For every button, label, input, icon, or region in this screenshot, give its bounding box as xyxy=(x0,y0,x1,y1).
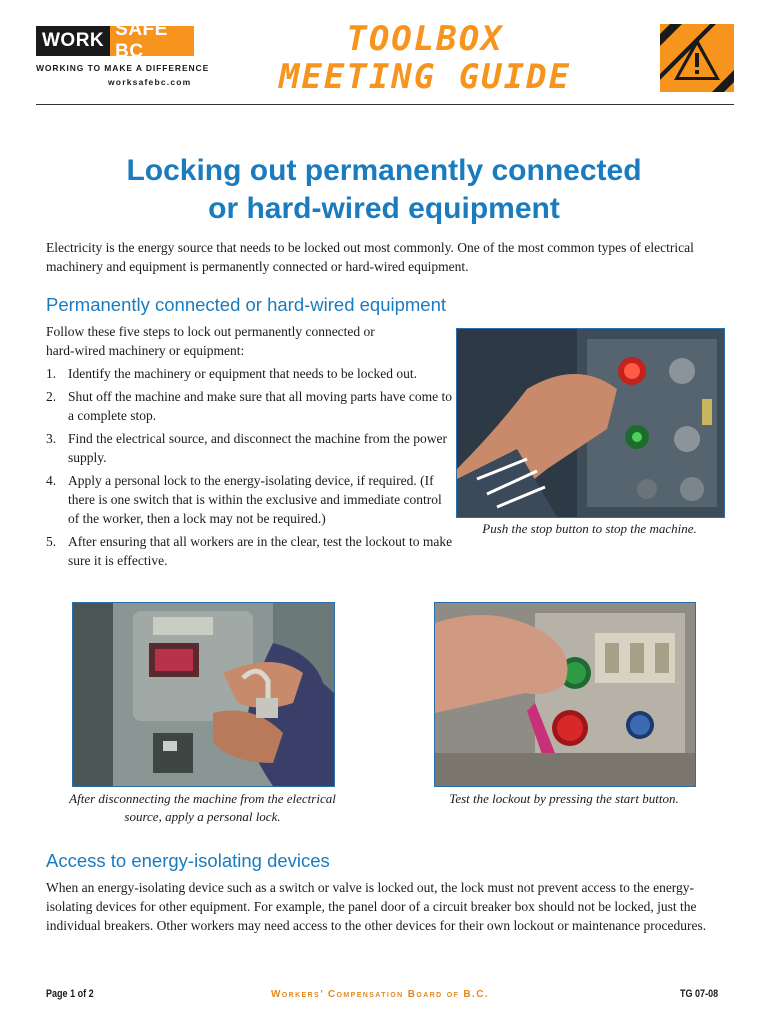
test-lockout-photo xyxy=(434,602,696,787)
step-item xyxy=(46,364,456,383)
personal-lock-caption: After disconnecting the machine from the electrical source, apply a personal lock. xyxy=(69,791,336,824)
step-item xyxy=(46,532,456,570)
step-text: Identify the machinery or equipment that needs to be locked out. xyxy=(68,366,418,381)
step-text: Shut off the machine and make sure that all moving parts have come to a complete stop. xyxy=(68,389,453,423)
step-number: 5. xyxy=(46,534,57,549)
logo-safe-text: SAFE BC xyxy=(115,19,168,62)
section-heading-hardwired: Permanently connected or hard-wired equipment xyxy=(46,294,447,315)
section-heading-access: Access to energy-isolating devices xyxy=(46,850,330,871)
title-line1: Locking out permanently connected xyxy=(126,154,642,187)
access-paragraph: When an energy-isolating device such as a switch or valve is locked out, the lock must not prevent access to the energy-isolating devices for other equipment. For example, the panel door of a circuit breaker box should not be locked, just the individual breakers. Other workers may need access to the other devices for their own lockout or maintenance procedures. xyxy=(46,880,707,933)
logo-work-text: WORK xyxy=(36,26,110,56)
personal-lock-photo xyxy=(72,602,335,787)
tagline: WORKING TO MAKE A DIFFERENCE xyxy=(36,63,210,73)
document-code: TG 07-08 xyxy=(680,988,719,1000)
warning-triangle-icon xyxy=(660,24,734,92)
website-link: worksafebc.com xyxy=(108,77,192,87)
step-number: 4. xyxy=(46,473,57,488)
stop-button-photo xyxy=(456,328,725,518)
document-title xyxy=(40,152,728,228)
steps-list xyxy=(46,364,456,574)
step-item xyxy=(46,429,456,467)
worksafebc-logo xyxy=(36,19,194,62)
stop-button-caption: Push the stop button to stop the machine. xyxy=(482,521,697,536)
step-number: 3. xyxy=(46,431,57,446)
title-line2: or hard-wired equipment xyxy=(208,192,560,225)
step-text: Apply a personal lock to the energy-isolating device, if required. (If there is one switch that is within the exclusive and immediate control of the worker, then a lock may not be required.) xyxy=(68,473,442,526)
step-item xyxy=(46,387,456,425)
step-number: 1. xyxy=(46,366,57,381)
header-divider xyxy=(36,104,734,105)
page-number: Page 1 of 2 xyxy=(46,988,94,1000)
step-text: After ensuring that all workers are in the clear, test the lockout to make sure it is effective. xyxy=(68,534,453,568)
footer-organization: Workers’ Compensation Board of B.C. xyxy=(270,989,490,1000)
guide-title xyxy=(220,20,630,96)
step-text: Find the electrical source, and disconnect the machine from the power supply. xyxy=(68,431,447,465)
guide-title-line2: MEETING GUIDE xyxy=(278,57,572,97)
step-item xyxy=(46,471,456,528)
guide-title-line1: TOOLBOX xyxy=(346,19,504,59)
test-lockout-caption: Test the lockout by pressing the start button. xyxy=(449,791,679,806)
steps-intro: Follow these five steps to lock out permanently connected or hard-wired machinery or equipment: xyxy=(46,324,375,358)
intro-paragraph: Electricity is the energy source that needs to be locked out most commonly. One of the most common types of electrical machinery and equipment is permanently connected or hard-wired equipment. xyxy=(46,240,694,274)
step-number: 2. xyxy=(46,389,57,404)
